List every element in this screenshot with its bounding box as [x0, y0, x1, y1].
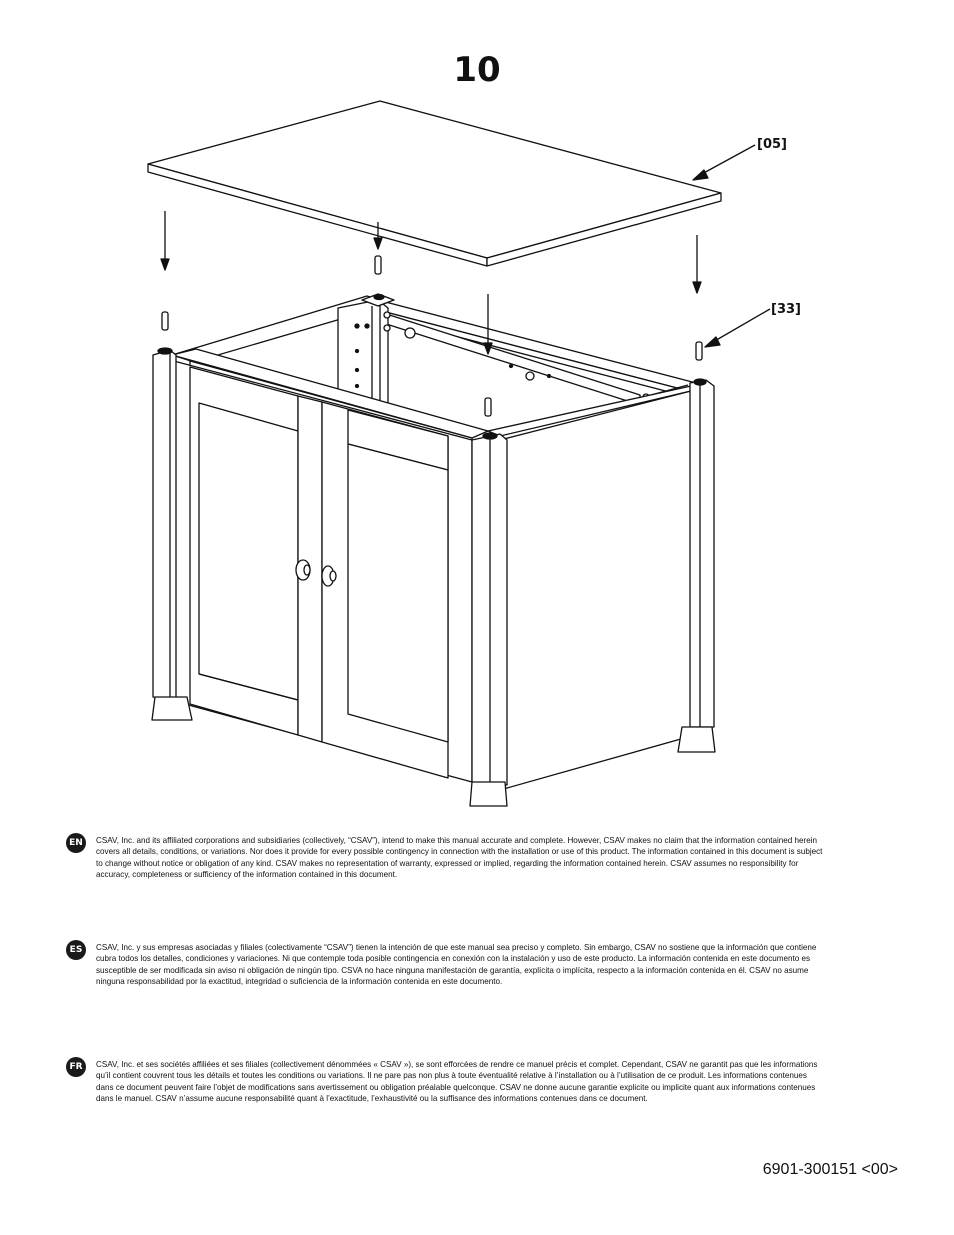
disclaimer-text-fr: CSAV, Inc. et ses sociétés affiliées et ses filiales (collectivement dénommées « CSAV »), se sont efforcées de rendre ce manuel précis et complet. Cependant, CSAV ne garantit pas que les informations qu’il contient couvrent tous les détails et toutes les conditions ou variations. Il ne pare pas non plus à toute éventualité relative à l’installation ou à l’utilisation de ce produit. Les informations contenues dans ce document peuvent faire l’objet de modifications sans avertissement ou obligation préalable quelconque. CSAV ne donne aucune garantie explicite ou implicite quant aux informations contenues dans le manuel. CSAV n’assume aucune responsabilité quant à l’exactitude, l’exhaustivité ou la suffisance des informations contenues dans ce document. [96, 1060, 818, 1104]
callout-leaders [693, 145, 770, 347]
document-code: 6901-300151 <00> [762, 1161, 898, 1178]
disclaimer-text-es: CSAV, Inc. y sus empresas asociadas y filiales (colectivamente “CSAV”) tienen la intención de que este manual sea preciso y completo. Sin embargo, CSAV no sostiene que la información que contiene cubra todos los detalles, condiciones y variaciones. Ni que contemple toda posible contingencia en conexión con la instalación y uso de este producto. La información contenida en este documento es susceptible de ser modificada sin aviso ni obligación de ningún tipo. CSVA no hace ninguna manifestación de garantía, explícita o implícita, respecto a la información contenida en él. CSAV no asume ninguna responsabilidad por la exactitud, integridad o suficiencia de la información contenida en este documento. [96, 943, 817, 987]
disclaimer-en [66, 835, 826, 881]
callout-label-top-panel: [05] [757, 137, 787, 152]
language-badge-fr: FR [66, 1057, 86, 1077]
disclaimer-fr [66, 1059, 826, 1105]
step-number: 10 [453, 50, 501, 90]
language-badge-es: ES [66, 940, 86, 960]
callout-label-dowel: [33] [771, 302, 801, 317]
disclaimer-text-en: CSAV, Inc. and its affiliated corporations and subsidiaries (collectively, “CSAV”), intend to make this manual accurate and complete. However, CSAV makes no claim that the information contained herein covers all details, conditions, or variations. Nor does it provide for every possible contingency in connection with the installation or use of this product. The information contained in this document is subject to change without notice or obligation of any kind. CSAV makes no representation of warranty, expressed or implied, regarding the information contained herein. CSAV assumes no responsibility for accuracy, completeness or sufficiency of the information contained in this document. [96, 836, 823, 880]
disclaimer-es [66, 942, 826, 988]
assembly-illustration [0, 90, 954, 820]
language-badge-en: EN [66, 833, 86, 853]
top-panel [148, 101, 721, 266]
